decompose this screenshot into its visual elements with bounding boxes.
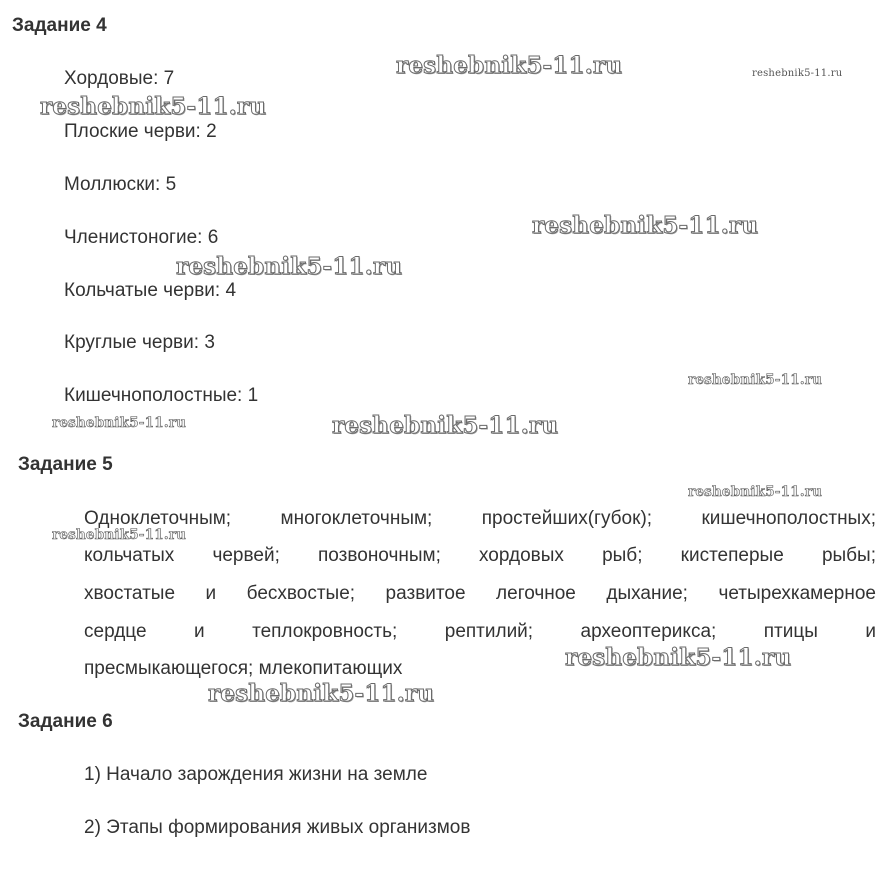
- watermark: reshebnik5-11.ru: [52, 527, 187, 543]
- task4-item: Круглые черви: 3: [64, 332, 215, 353]
- task6-item: 1) Начало зарождения жизни на земле: [84, 764, 428, 785]
- watermark: reshebnik5-11.ru: [176, 253, 403, 280]
- task4-heading: Задание 4: [12, 15, 107, 36]
- watermark: reshebnik5-11.ru: [208, 680, 435, 707]
- task5-answer-line: Одноклеточным; многоклеточным; простейших(губок); кишечнополостных;: [84, 508, 876, 529]
- task6-item: 2) Этапы формирования живых организмов: [84, 817, 471, 838]
- task4-item: Кольчатые черви: 4: [64, 280, 237, 301]
- watermark: reshebnik5-11.ru: [688, 484, 823, 500]
- watermark: reshebnik5-11.ru: [396, 52, 623, 79]
- task5-heading: Задание 5: [18, 454, 113, 475]
- task5-answer-line: кольчатых червей; позвоночным; хордовых рыб; кистеперые рыбы;: [84, 545, 876, 566]
- watermark: reshebnik5-11.ru: [688, 372, 823, 388]
- watermark: reshebnik5-11.ru: [752, 68, 843, 79]
- task5-answer-line: сердце и теплокровность; рептилий; археоптерикса; птицы и: [84, 621, 876, 642]
- watermark: reshebnik5-11.ru: [565, 644, 792, 671]
- task4-item: Моллюски: 5: [64, 174, 177, 195]
- task4-item: Хордовые: 7: [64, 68, 175, 89]
- task6-heading: Задание 6: [18, 711, 113, 732]
- watermark: reshebnik5-11.ru: [532, 212, 759, 239]
- watermark: reshebnik5-11.ru: [40, 93, 267, 120]
- task4-item: Плоские черви: 2: [64, 121, 217, 142]
- task4-item: Кишечнополостные: 1: [64, 385, 259, 406]
- watermark: reshebnik5-11.ru: [52, 415, 187, 431]
- watermark: reshebnik5-11.ru: [332, 412, 559, 439]
- task4-item: Членистоногие: 6: [64, 227, 219, 248]
- task5-answer-line: хвостатые и бесхвостые; развитое легочное дыхание; четырехкамерное: [84, 583, 876, 604]
- task5-answer-line: пресмыкающегося; млекопитающих: [84, 658, 403, 679]
